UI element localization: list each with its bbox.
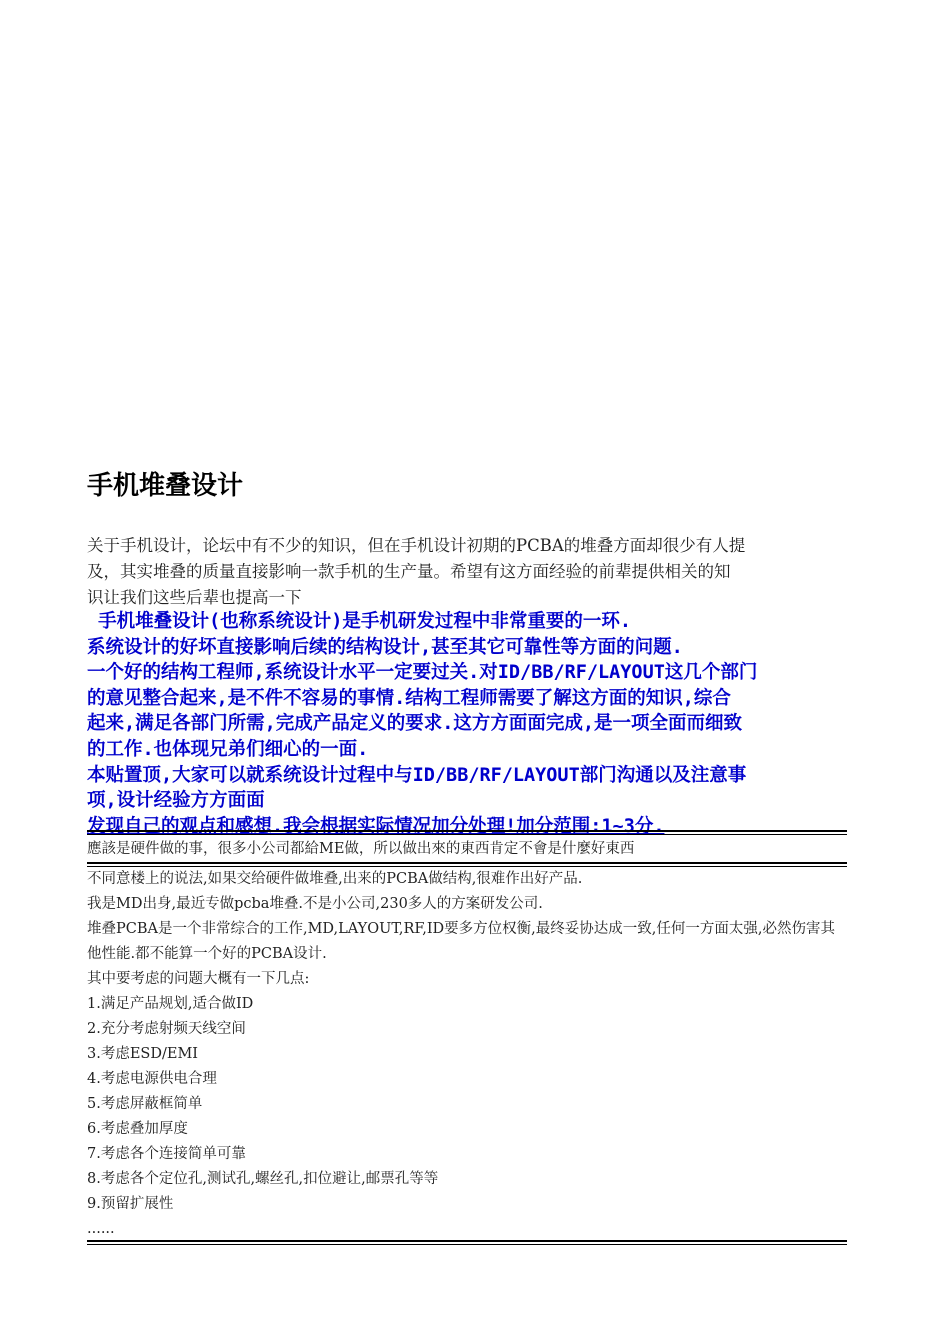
document-title: 手机堆叠设计 xyxy=(87,471,244,501)
intro-paragraph xyxy=(87,533,847,611)
reply-paragraph: 堆叠PCBA是一个非常综合的工作,MD,LAYOUT,RF,ID要多方位权衡,最终妥协达成一致,任何一方面太强,必然伤害其他性能.都不能算一个好的PCBA设计. xyxy=(87,921,835,962)
divider-double xyxy=(87,830,847,835)
divider-double xyxy=(87,1240,847,1245)
highlighted-line: 起来,满足各部门所需,完成产品定义的要求.这方方面面完成,是一项全面而细致 xyxy=(87,713,743,735)
ellipsis: ...... xyxy=(87,1221,115,1237)
list-item: 8.考虑各个定位孔,测试孔,螺丝孔,扣位避让,邮票孔等等 xyxy=(87,1171,439,1187)
list-item: 1.满足产品规划,适合做ID xyxy=(87,996,254,1012)
highlighted-line: 手机堆叠设计(也称系统设计)是手机研发过程中非常重要的一环. xyxy=(87,611,632,632)
reply-paragraph: 不同意楼上的说法,如果交给硬件做堆叠,出来的PCBA做结构,很难作出好产品. xyxy=(87,871,583,887)
list-item: 5.考虑屏蔽框简单 xyxy=(87,1096,203,1112)
reply-1: 應該是硬件做的事，很多小公司都給ME做，所以做出來的東西肯定不會是什麼好東西 xyxy=(87,841,635,857)
list-item: 9.预留扩展性 xyxy=(87,1196,174,1212)
reply-paragraph: 我是MD出身,最近专做pcba堆叠.不是小公司,230多人的方案研发公司. xyxy=(87,896,543,912)
list-item: 7.考虑各个连接简单可靠 xyxy=(87,1146,246,1162)
highlighted-line: 的意见整合起来,是不件不容易的事情.结构工程师需要了解这方面的知识,综合 xyxy=(87,687,731,709)
highlighted-line: 一个好的结构工程师,系统设计水平一定要过关.对ID/BB/RF/LAYOUT这几个部门 xyxy=(87,662,758,684)
highlighted-post xyxy=(87,609,847,839)
highlighted-line: 项,设计经验方方面面 xyxy=(87,790,265,812)
intro-line: 及，其实堆叠的质量直接影响一款手机的生产量。希望有这方面经验的前辈提供相关的知 xyxy=(87,562,731,581)
highlighted-line-underlined: 发现自己的观点和感想.我会根据实际情况加分处理!加分范围:1~3分. xyxy=(87,815,665,837)
list-item: 3.考虑ESD/EMI xyxy=(87,1046,199,1062)
list-item: 6.考虑叠加厚度 xyxy=(87,1121,188,1137)
reply-paragraph: 其中要考虑的问题大概有一下几点: xyxy=(87,971,310,987)
reply-2 xyxy=(87,867,847,1242)
highlighted-line: 本贴置顶,大家可以就系统设计过程中与ID/BB/RF/LAYOUT部门沟通以及注意事 xyxy=(87,764,747,786)
intro-line: 关于手机设计，论坛中有不少的知识，但在手机设计初期的PCBA的堆叠方面却很少有人提 xyxy=(87,536,746,555)
list-item: 4.考虑电源供电合理 xyxy=(87,1071,217,1087)
intro-line: 识让我们这些后辈也提高一下 xyxy=(87,588,302,607)
highlighted-line: 系统设计的好坏直接影响后续的结构设计,甚至其它可靠性等方面的问题. xyxy=(87,636,683,658)
list-item: 2.充分考虑射频天线空间 xyxy=(87,1021,246,1037)
highlighted-line: 的工作.也体现兄弟们细心的一面. xyxy=(87,738,369,760)
